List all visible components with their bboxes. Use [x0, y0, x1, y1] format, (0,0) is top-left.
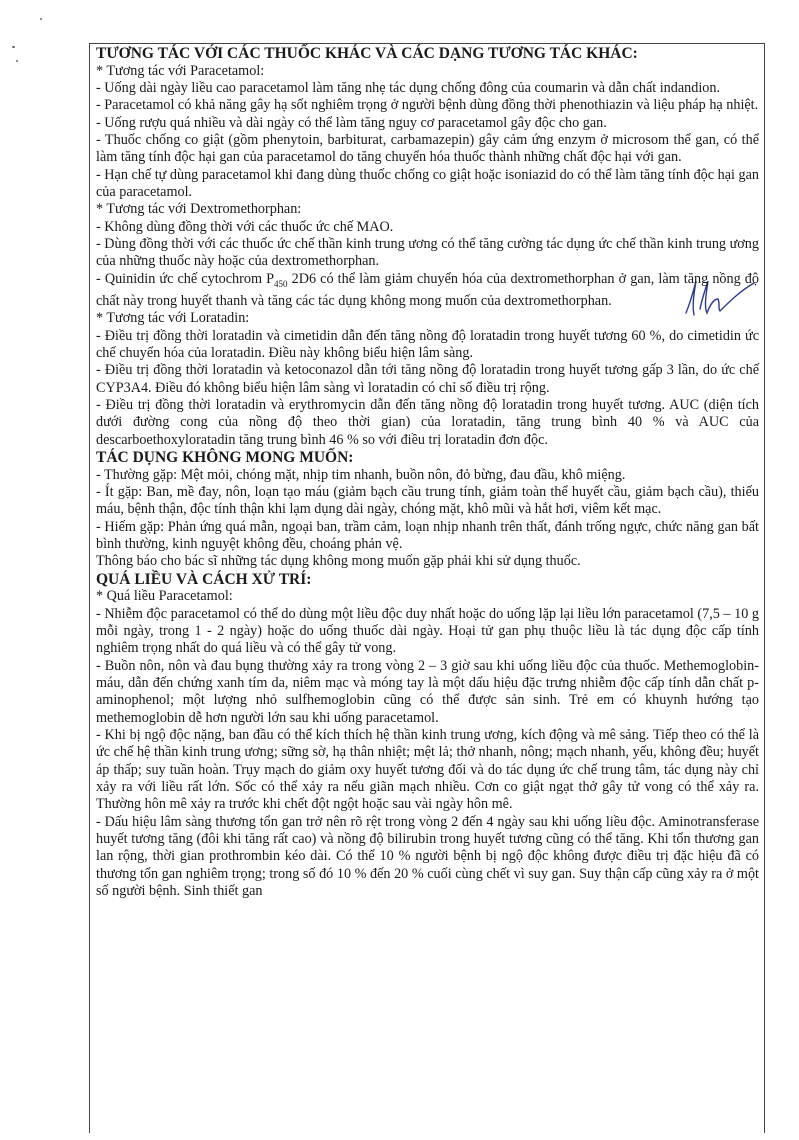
paragraph: - Điều trị đồng thời loratadin và ketoconazol dẫn tới tăng nồng độ loratadin trong huyết tương gấp 3 lần, do ức chế CYP3A4. Điều đó không biểu hiện lâm sàng vì loratadin có chỉ số điều trị rộng.: [96, 362, 759, 396]
paragraph: - Hạn chế tự dùng paracetamol khi đang dùng thuốc chống co giật hoặc isoniazid do có thể làm tăng tính độc hại gan của paracetamol.: [96, 166, 759, 200]
document-body: [96, 45, 759, 900]
paragraph: - Paracetamol có khả năng gây hạ sốt nghiêm trọng ở người bệnh dùng đồng thời phenothiazin và liệu pháp hạ nhiệt.: [96, 97, 759, 114]
scan-speck: [12, 46, 15, 48]
paragraph: - Buồn nôn, nôn và đau bụng thường xảy ra trong vòng 2 – 3 giờ sau khi uống liều độc của thuốc. Methemoglobin-máu, dẫn đến chứng xanh tím da, niêm mạc và móng tay là một dấu hiệu đặc trưng nhiễm độc cấp tính dẫn chất p-aminophenol; một lượng nhỏ sulfhemoglobin cũng có thể được sản sinh. Trẻ em có khuynh hướng tạo methemoglobin dễ hơn người lớn sau khi uống paracetamol.: [96, 657, 759, 726]
paragraph: - Thường gặp: Mệt mỏi, chóng mặt, nhịp tim nhanh, buồn nôn, đỏ bừng, đau đầu, khô miệng.: [96, 466, 626, 483]
paragraph: - Uống dài ngày liều cao paracetamol làm tăng nhẹ tác dụng chống đông của coumarin và dẫn chất indandion.: [96, 79, 721, 96]
subheading-paracetamol: * Tương tác với Paracetamol:: [96, 62, 265, 79]
section-heading-overdose: QUÁ LIỀU VÀ CÁCH XỬ TRÍ:: [96, 570, 312, 588]
paragraph: - Khi bị ngộ độc nặng, ban đầu có thể kích thích hệ thần kinh trung ương, kích động và mê sảng. Tiếp theo có thể là ức chế hệ thần kinh trung ương; sững sờ, hạ thân nhiệt; mệt lả; thở nhanh, nông; mạch nhanh, yếu, không đều; huyết áp thấp; suy tuần hoàn. Trụy mạch do giảm oxy huyết tương đối và do tác dụng ức chế trung tâm, tác dụng này chỉ xảy ra với liều rất lớn. Sốc có thể xảy ra nếu giãn mạch nhiều. Cơn co giật ngạt thở gây tử vong có thể xảy ra. Thường hôn mê xảy ra trước khi chết đột ngột hoặc sau vài ngày hôn mê.: [96, 726, 759, 813]
subscript: 450: [274, 278, 288, 289]
text-run: 2D6 có thể làm giảm chuyển hóa của dextromethorphan ở gan, làm tăng nồng độ chất này trong huyết thanh và tăng các tác dụng không mong muốn của dextromethorphan.: [96, 270, 759, 309]
paragraph: - Uống rượu quá nhiều và dài ngày có thể làm tăng nguy cơ paracetamol gây độc cho gan.: [96, 114, 607, 131]
paragraph: - Dấu hiệu lâm sàng thương tổn gan trở nên rõ rệt trong vòng 2 đến 4 ngày sau khi uống liều độc. Aminotransferase huyết tương tăng (đôi khi tăng rất cao) và nồng độ bilirubin trong huyết tương cũng có thể tăng. Khi tổn thương gan lan rộng, thời gian prothrombin kéo dài. Có thể 10 % người bệnh bị ngộ độc không được điều trị đặc hiệu đã có thương tổn gan nghiêm trọng; trong số đó 10 % đến 20 % cuối cùng chết vì suy gan. Suy thận cấp cũng xảy ra ở một số người bệnh. Sinh thiết gan: [96, 813, 759, 900]
subheading-dextromethorphan: * Tương tác với Dextromethorphan:: [96, 201, 302, 218]
paragraph: Thông báo cho bác sĩ những tác dụng không mong muốn gặp phải khi sử dụng thuốc.: [96, 553, 581, 570]
text-run: - Quinidin ức chế cytochrom P: [96, 270, 274, 287]
paragraph: - Điều trị đồng thời loratadin và erythromycin dẫn đến tăng nồng độ loratadin trong huyết tương. AUC (diện tích dưới đường cong của nồng độ theo thời gian) của loratadin, tăng trung bình 40 % và AUC của descarboethoxyloratadin tăng trung bình 46 % so với điều trị loratadin đơn độc.: [96, 396, 759, 448]
section-heading-interactions: TƯƠNG TÁC VỚI CÁC THUỐC KHÁC VÀ CÁC DẠNG TƯƠNG TÁC KHÁC:: [96, 45, 638, 62]
paragraph: - Điều trị đồng thời loratadin và cimetidin dẫn đến tăng nồng độ loratadin trong huyết tương 60 %, do cimetidin ức chế chuyển hóa của loratadin. Điều này không biểu hiện lâm sàng.: [96, 327, 759, 361]
subheading-loratadin: * Tương tác với Loratadin:: [96, 310, 250, 327]
paragraph: - Dùng đồng thời với các thuốc ức chế thần kinh trung ương có thể tăng cường tác dụng ức chế thần kinh trung ương của những thuốc này hoặc của dextromethorphan.: [96, 236, 759, 270]
paragraph-quinidin: [96, 271, 759, 311]
section-heading-adverse: TÁC DỤNG KHÔNG MONG MUỐN:: [96, 448, 354, 466]
subheading-overdose-paracetamol: * Quá liều Paracetamol:: [96, 588, 233, 605]
paragraph: - Hiếm gặp: Phản ứng quá mẫn, ngoại ban, trầm cảm, loạn nhịp nhanh trên thất, đánh trống ngực, chức năng gan bất bình thường, kinh nguyệt không đều, choáng phản vệ.: [96, 518, 759, 552]
scan-speck: [16, 60, 18, 62]
paragraph: - Nhiễm độc paracetamol có thể do dùng một liều độc duy nhất hoặc do uống lặp lại liều lớn paracetamol (7,5 – 10 g mỗi ngày, trong 1 - 2 ngày) hoặc do uống thuốc dài ngày. Hoại tử gan phụ thuộc liều là tác dụng độc cấp tính nghiêm trọng nhất do quá liều và có thể gây tử vong.: [96, 605, 759, 657]
paragraph: - Thuốc chống co giật (gồm phenytoin, barbiturat, carbamazepin) gây cảm ứng enzym ở microsom thể gan, có thể làm tăng tính độc hại gan của paracetamol do tăng chuyển hóa thuốc thành những chất độc hại với gan.: [96, 131, 759, 166]
scan-speck: [40, 18, 42, 20]
paragraph: - Ít gặp: Ban, mề đay, nôn, loạn tạo máu (giảm bạch cầu trung tính, giảm toàn thể huyết cầu, giảm bạch cầu), thiếu máu, bệnh thận, độc tính thận khi lạm dụng dài ngày, chóng mặt, khô mũi và hắt hơi, viêm kết mạc.: [96, 483, 759, 518]
paragraph: - Không dùng đồng thời với các thuốc ức chế MAO.: [96, 218, 394, 235]
